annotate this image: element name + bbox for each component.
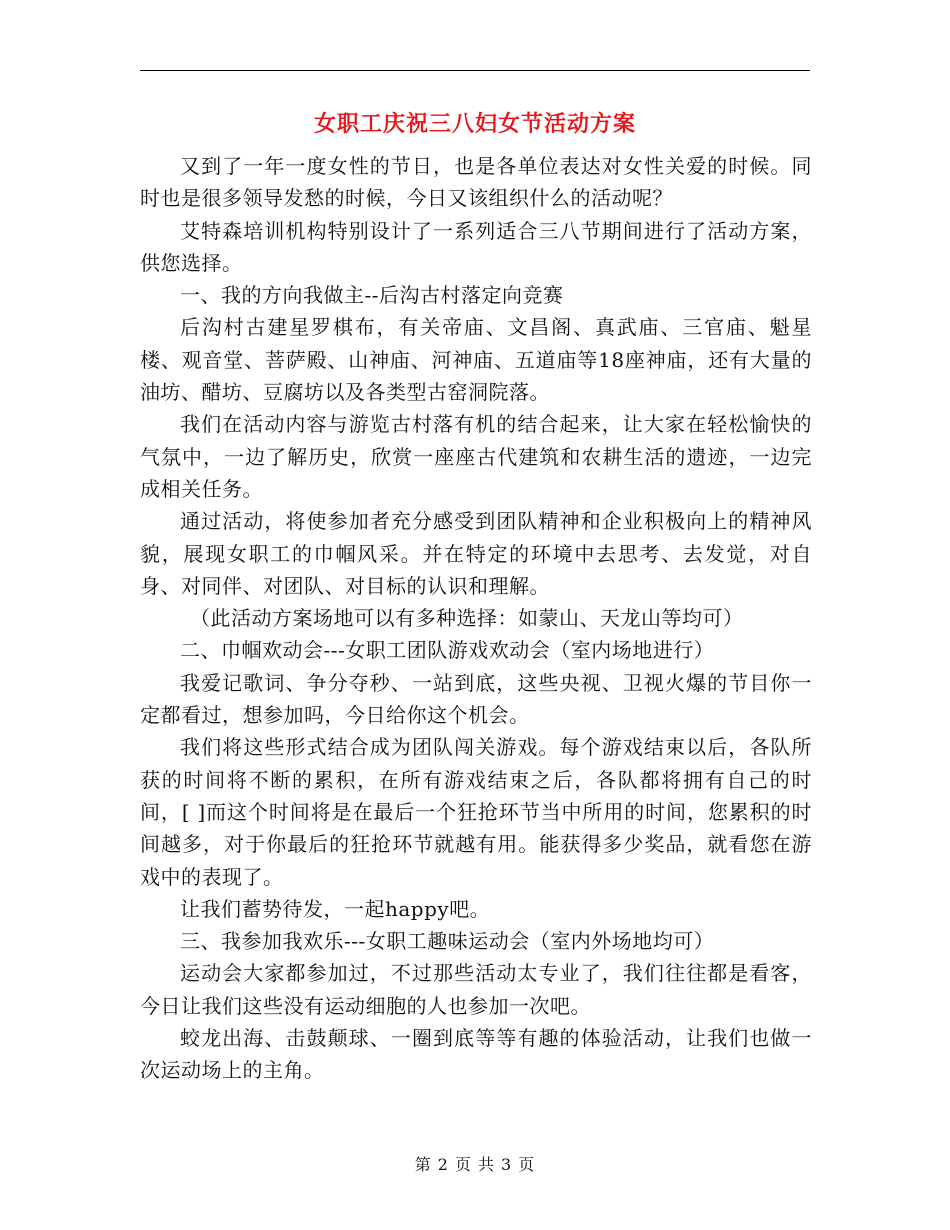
- paragraph: 运动会大家都参加过，不过那些活动太专业了，我们往往都是看客，今日让我们这些没有运动细胞的人也参加一次吧。: [140, 961, 812, 1018]
- footer-total-pages: 3: [501, 1155, 513, 1174]
- section-heading-1: 一、我的方向我做主--后沟古村落定向竞赛: [180, 283, 564, 308]
- paragraph: 蛟龙出海、击鼓颠球、一圈到底等等有趣的体验活动，让我们也做一次运动场上的主角。: [140, 1026, 812, 1083]
- document-title: 女职工庆祝三八妇女节活动方案: [313, 111, 636, 137]
- paragraph: 我们将这些形式结合成为团队闯关游戏。每个游戏结束以后，各队所获的时间将不断的累积，在所有游戏结束之后，各队都将拥有自己的时间，[ ]而这个时间将是在最后一个狂抢环节当中所用的时间，您累积的时间越多，对于你最后的狂抢环节就越有用。能获得多少奖品，就看您在游戏中的表现了。: [140, 735, 812, 889]
- section-heading-2: 二、巾帼欢动会---女职工团队游戏欢动会（室内场地进行）: [180, 638, 715, 663]
- footer-suffix: 页: [518, 1155, 536, 1174]
- footer-prefix: 第: [414, 1155, 432, 1174]
- paragraph: 我爱记歌词、争分夺秒、一站到底，这些央视、卫视火爆的节目你一定都看过，想参加吗，今日给你这个机会。: [140, 670, 812, 728]
- page-footer: [0, 1152, 950, 1175]
- paragraph-intro: 又到了一年一度女性的节日，也是各单位表达对女性关爱的时候。同时也是很多领导发愁的时候，今日又该组织什么的活动呢？: [140, 154, 812, 211]
- footer-middle: 页 共: [454, 1155, 496, 1174]
- paragraph: 让我们蓄势待发，一起happy吧。: [180, 896, 491, 921]
- header-rule: [140, 70, 810, 71]
- paragraph: 我们在活动内容与游览古村落有机的结合起来，让大家在轻松愉快的气氛中，一边了解历史，欣赏一座座古代建筑和农耕生活的遗迹，一边完成相关任务。: [140, 412, 812, 501]
- footer-current-page: 2: [437, 1155, 449, 1174]
- paragraph-intro-2: 艾特森培训机构特别设计了一系列适合三八节期间进行了活动方案，供您选择。: [140, 218, 812, 275]
- section-heading-3: 三、我参加我欢乐---女职工趣味运动会（室内外场地均可）: [180, 929, 715, 954]
- paragraph: 通过活动，将使参加者充分感受到团队精神和企业积极向上的精神风貌，展现女职工的巾帼风采。并在特定的环境中去思考、去发觉，对自身、对同伴、对团队、对目标的认识和理解。: [140, 509, 812, 598]
- document-body: [140, 150, 812, 1087]
- venue-note: （此活动方案场地可以有多种选择：如蒙山、天龙山等均可）: [190, 606, 744, 631]
- paragraph: 后沟村古建星罗棋布，有关帝庙、文昌阁、真武庙、三官庙、魁星楼、观音堂、菩萨殿、山神庙、河神庙、五道庙等18座神庙，还有大量的油坊、醋坊、豆腐坊以及各类型古窑洞院落。: [140, 315, 812, 405]
